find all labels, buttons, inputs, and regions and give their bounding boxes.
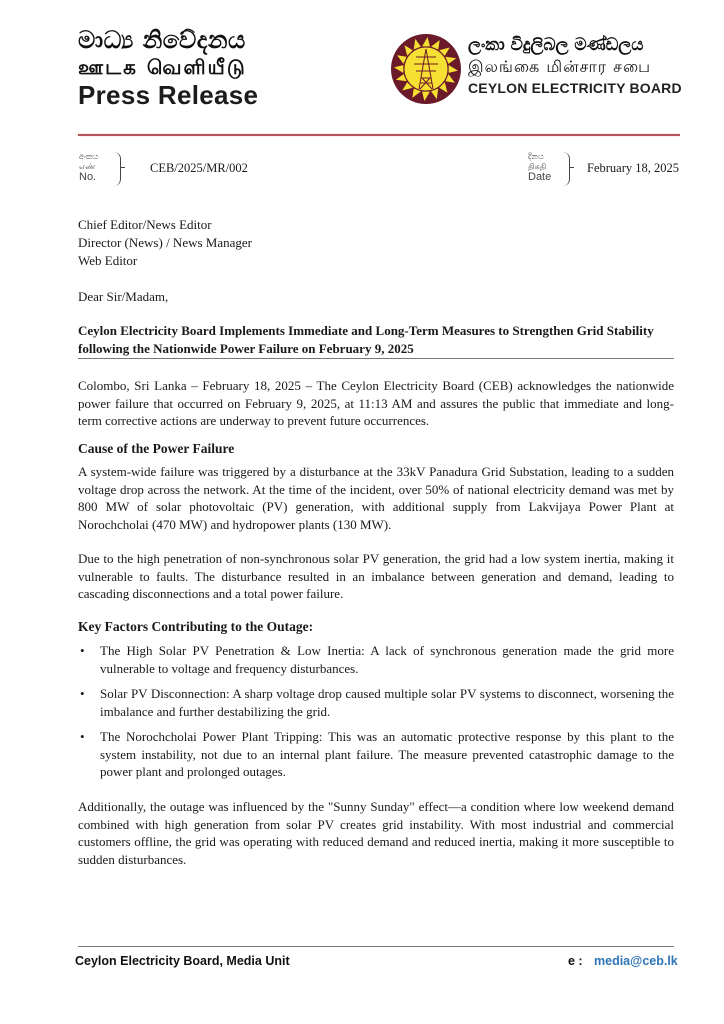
ref-label xyxy=(79,152,98,183)
bullet-icon: • xyxy=(80,686,85,701)
bullet-icon: • xyxy=(80,643,85,658)
sinhala-title: මාධ්‍ය නිවේදනය xyxy=(78,26,246,54)
footer-org-unit: Ceylon Electricity Board, Media Unit xyxy=(75,954,290,968)
additional-paragraph: Additionally, the outage was influenced by the "Sunny Sunday" effect—a condition where low weekend demand combined with high generation from solar PV creates grid instability. With most industrial and commercial customers offline, the grid was operating with reduced demand and reduced inertia, making it more susceptible to sudden disturbances. xyxy=(78,799,674,867)
header-divider xyxy=(78,134,680,136)
date-label-english: Date xyxy=(528,171,552,183)
footer-divider xyxy=(78,946,674,947)
factor-text: The Norochcholai Power Plant Tripping: This was an automatic protective response by this plant to the system instability, not due to an internal plant failure. The measure prevented catastrophic damage to the power plant and prolonged outages. xyxy=(100,729,674,779)
date-label-sinhala: දිනය xyxy=(528,152,544,161)
date-label-tamil: திகதி xyxy=(528,162,547,171)
list-item xyxy=(78,728,674,781)
email-link[interactable]: media@ceb.lk xyxy=(594,954,678,968)
recipients-block xyxy=(78,216,674,270)
recipient: Web Editor xyxy=(78,253,138,268)
factors-heading: Key Factors Contributing to the Outage: xyxy=(78,619,314,634)
ref-label-english: No. xyxy=(79,171,97,183)
factor-text: The High Solar PV Penetration & Low Inertia: A lack of synchronous generation made the grid more vulnerable to voltage and frequency disturbances. xyxy=(100,643,674,676)
ref-label-tamil: எண் xyxy=(79,162,96,171)
intro-paragraph: Colombo, Sri Lanka – February 18, 2025 – The Ceylon Electricity Board (CEB) acknowledges the nationwide power failure that occurred on February 9, 2025, at 11:13 AM and assures the public that immediate and long-term corrective actions are underway to prevent future occurrences. xyxy=(78,378,674,428)
list-item xyxy=(78,642,674,677)
salutation: Dear Sir/Madam, xyxy=(78,289,169,304)
sinhala-org-name: ලංකා විදුලිබල මණ්ඩලය xyxy=(468,35,644,55)
english-title: Press Release xyxy=(78,80,259,110)
date-label xyxy=(528,152,551,183)
factors-list xyxy=(78,642,674,789)
ref-label-sinhala: අංකය xyxy=(79,152,99,161)
ref-number: CEB/2025/MR/002 xyxy=(150,161,248,175)
cause-heading: Cause of the Power Failure xyxy=(78,441,235,456)
english-org-name: CEYLON ELECTRICITY BOARD xyxy=(468,80,682,96)
date-brace xyxy=(563,152,570,186)
tamil-org-name: இலங்கை மின்சார சபை xyxy=(468,57,652,76)
recipient: Chief Editor/News Editor xyxy=(78,217,212,232)
recipient: Director (News) / News Manager xyxy=(78,235,252,250)
email-label: e : xyxy=(568,954,583,968)
release-date: February 18, 2025 xyxy=(587,161,679,175)
subject-underline xyxy=(78,358,674,359)
factor-text: Solar PV Disconnection: A sharp voltage drop caused multiple solar PV systems to disconnect, worsening the imbalance and further destabilizing the grid. xyxy=(100,686,674,719)
cause-paragraph-2: Due to the high penetration of non-synchronous solar PV generation, the grid had a low system inertia, making it vulnerable to faults. The disturbance resulted in an imbalance between generation and demand, leading to cascading disconnections and a total power failure. xyxy=(78,551,674,601)
tamil-title: ஊடக வெளியீடு xyxy=(78,55,247,79)
list-item xyxy=(78,685,674,720)
ceb-logo-icon xyxy=(390,33,462,105)
press-release-heading xyxy=(78,26,308,110)
ref-brace xyxy=(114,152,121,186)
organization-heading xyxy=(468,34,698,98)
cause-paragraph-1: A system-wide failure was triggered by a disturbance at the 33kV Panadura Grid Substation, leading to a sudden voltage drop across the network. At the time of the incident, over 50% of national electricity demand was met by 800 MW of solar photovoltaic (PV) generation, with additional supply from Lakvijaya Power Plant at Norochcholai (470 MW) and hydropower plants (130 MW). xyxy=(78,464,674,532)
bullet-icon: • xyxy=(80,729,85,744)
subject-heading: Ceylon Electricity Board Implements Immediate and Long-Term Measures to Strengthen Grid Stability following the Nationwide Power Failure on February 9, 2025 xyxy=(78,323,654,356)
